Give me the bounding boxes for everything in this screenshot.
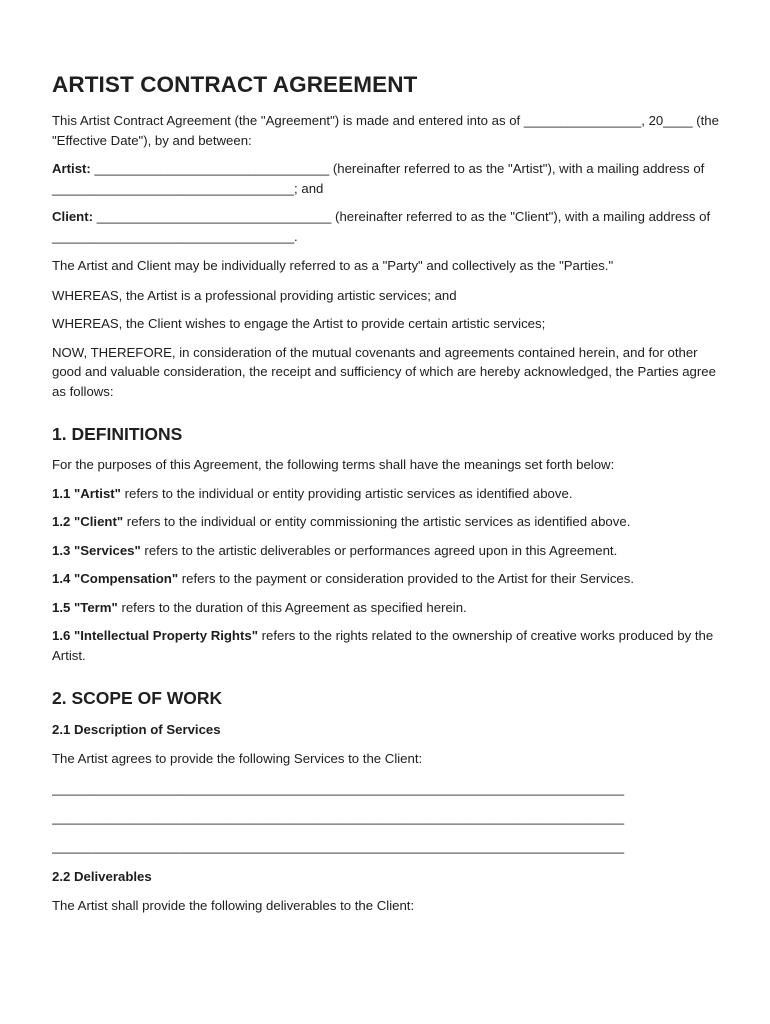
services-blank-line: ______________________________________________________________________________ (52, 838, 625, 854)
now-therefore-paragraph: NOW, THEREFORE, in consideration of the mutual covenants and agreements contained herein, and for other good and valuable consideration, the receipt and sufficiency of which are hereby acknowledged, the Parties agree as follows: (52, 344, 716, 399)
contract-body (52, 72, 720, 915)
deliverables-intro: The Artist shall provide the following deliverables to the Client: (52, 897, 415, 913)
definition-item (52, 598, 720, 618)
artist-label: Artist: (52, 161, 91, 176)
client-paragraph (52, 207, 720, 246)
definition-item (52, 484, 720, 504)
definition-item (52, 626, 720, 665)
definition-text: refers to the rights related to the ownership of creative works produced by the Artist. (52, 628, 714, 663)
scope-heading: 2. SCOPE OF WORK (52, 688, 223, 708)
definition-term: 1.5 "Term" (52, 599, 118, 615)
client-text: ________________________________ (hereinafter referred to as the "Client"), with a mailing address of _________________________________. (52, 209, 711, 244)
document-title: ARTIST CONTRACT AGREEMENT (52, 72, 418, 97)
intro-paragraph: This Artist Contract Agreement (the "Agreement") is made and entered into as of ________________, 20____ (the "Effective Date"), by and between: (52, 113, 719, 148)
definition-item (52, 541, 720, 561)
whereas-paragraph-1: WHEREAS, the Artist is a professional providing artistic services; and (52, 287, 457, 303)
services-intro: The Artist agrees to provide the following Services to the Client: (52, 751, 423, 766)
whereas-paragraph-2: WHEREAS, the Client wishes to engage the Artist to provide certain artistic services; (52, 316, 546, 331)
definition-term: 1.3 "Services" (52, 542, 141, 558)
client-label: Client: (52, 209, 94, 224)
definition-item (52, 512, 720, 532)
definition-text: refers to the artistic deliverables or performances agreed upon in this Agreement. (140, 542, 618, 558)
definition-text: refers to the individual or entity providing artistic services as identified above. (120, 485, 573, 501)
definition-item (52, 569, 720, 589)
definitions-intro: For the purposes of this Agreement, the following terms shall have the meanings set forth below: (52, 457, 615, 472)
definition-term: 1.1 "Artist" (52, 485, 121, 501)
artist-paragraph (52, 159, 720, 198)
definitions-heading: 1. DEFINITIONS (52, 424, 183, 444)
definition-term: 1.4 "Compensation" (52, 571, 179, 586)
artist-text: ________________________________ (hereinafter referred to as the "Artist"), with a mailing address of _________________________________; and (52, 161, 705, 196)
description-of-services-subheading: 2.1 Description of Services (52, 722, 221, 737)
parties-paragraph: The Artist and Client may be individually referred to as a "Party" and collectively as the "Parties." (52, 258, 614, 273)
definition-text: refers to the individual or entity commissioning the artistic services as identified above. (123, 514, 631, 529)
deliverables-subheading: 2.2 Deliverables (52, 868, 152, 884)
definition-text: refers to the payment or consideration provided to the Artist for their Services. (178, 571, 635, 586)
services-blank-line: ______________________________________________________________________________ (52, 780, 625, 796)
definition-term: 1.6 "Intellectual Property Rights" (52, 628, 258, 643)
definition-term: 1.2 "Client" (52, 514, 124, 529)
definition-text: refers to the duration of this Agreement as specified herein. (117, 599, 467, 615)
services-blank-line: ______________________________________________________________________________ (52, 809, 625, 825)
